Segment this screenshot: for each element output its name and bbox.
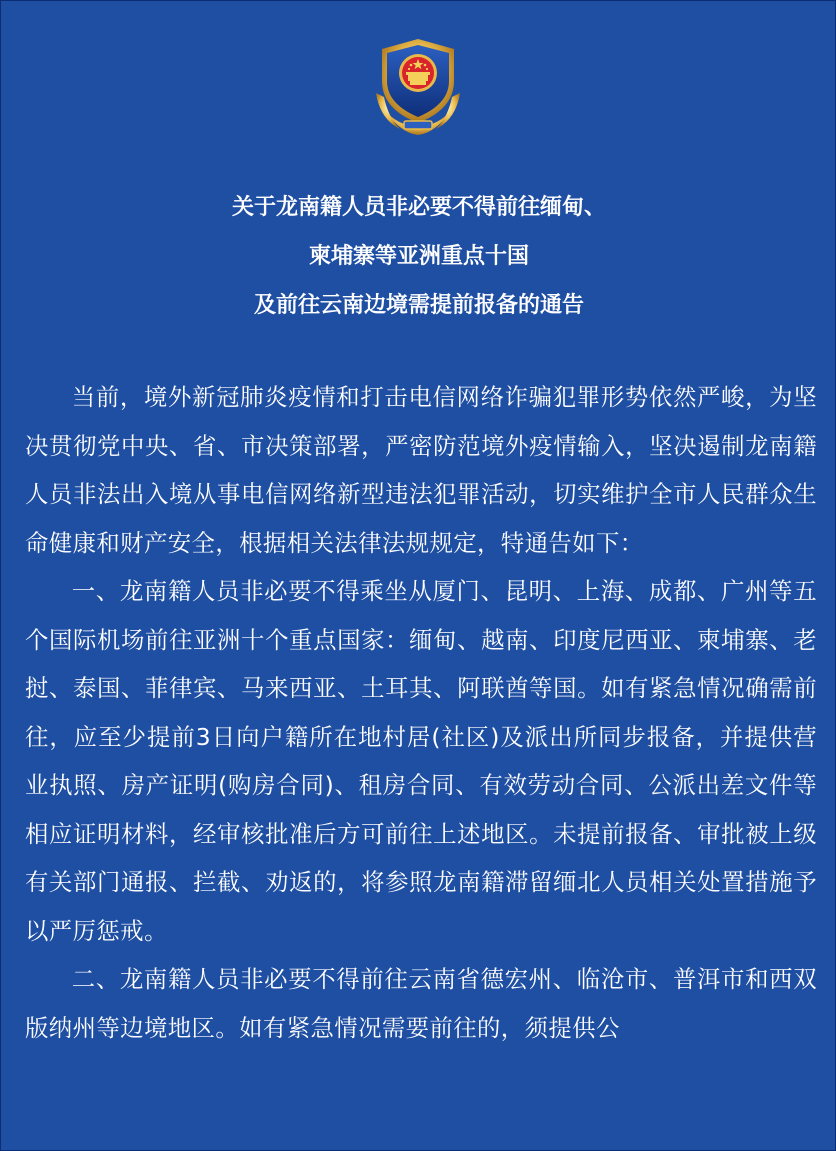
notice-title [1, 183, 836, 330]
paragraph-item-2: 二、龙南籍人员非必要不得前往云南省德宏州、临沧市、普洱市和西双版纳州等边境地区。如有紧急情况需要前往的，须提供公 [25, 965, 817, 1042]
title-line-3: 及前往云南边境需提前报备的通告 [253, 293, 584, 318]
paragraph-intro: 当前，境外新冠肺炎疫情和打击电信网络诈骗犯罪形势依然严峻，为坚决贯彻党中央、省、市决策部署，严密防范境外疫情输入，坚决遏制龙南籍人员非法出入境从事电信网络新型违法犯罪活动，切实维护全市人民群众生命健康和财产安全，根据相关法律法规规定，特通告如下： [25, 383, 817, 557]
police-emblem-icon [370, 37, 466, 137]
paragraph-item-1: 一、龙南籍人员非必要不得乘坐从厦门、昆明、上海、成都、广州等五个国际机场前往亚洲十个重点国家：缅甸、越南、印度尼西亚、柬埔寨、老挝、泰国、菲律宾、马来西亚、土耳其、阿联酋等国。如有紧急情况确需前往，应至少提前3日向户籍所在地村居(社区)及派出所同步报备，并提供营业执照、房产证明(购房合同)、租房合同、有效劳动合同、公派出差文件等相应证明材料，经审核批准后方可前往上述地区。未提前报备、审批被上级有关部门通报、拦截、劝返的，将参照龙南籍滞留缅北人员相关处置措施予以严厉惩戒。 [25, 577, 817, 945]
title-line-1: 关于龙南籍人员非必要不得前往缅甸、 [231, 195, 606, 220]
title-line-2: 柬埔寨等亚洲重点十国 [308, 244, 529, 269]
notice-body [25, 373, 817, 1052]
